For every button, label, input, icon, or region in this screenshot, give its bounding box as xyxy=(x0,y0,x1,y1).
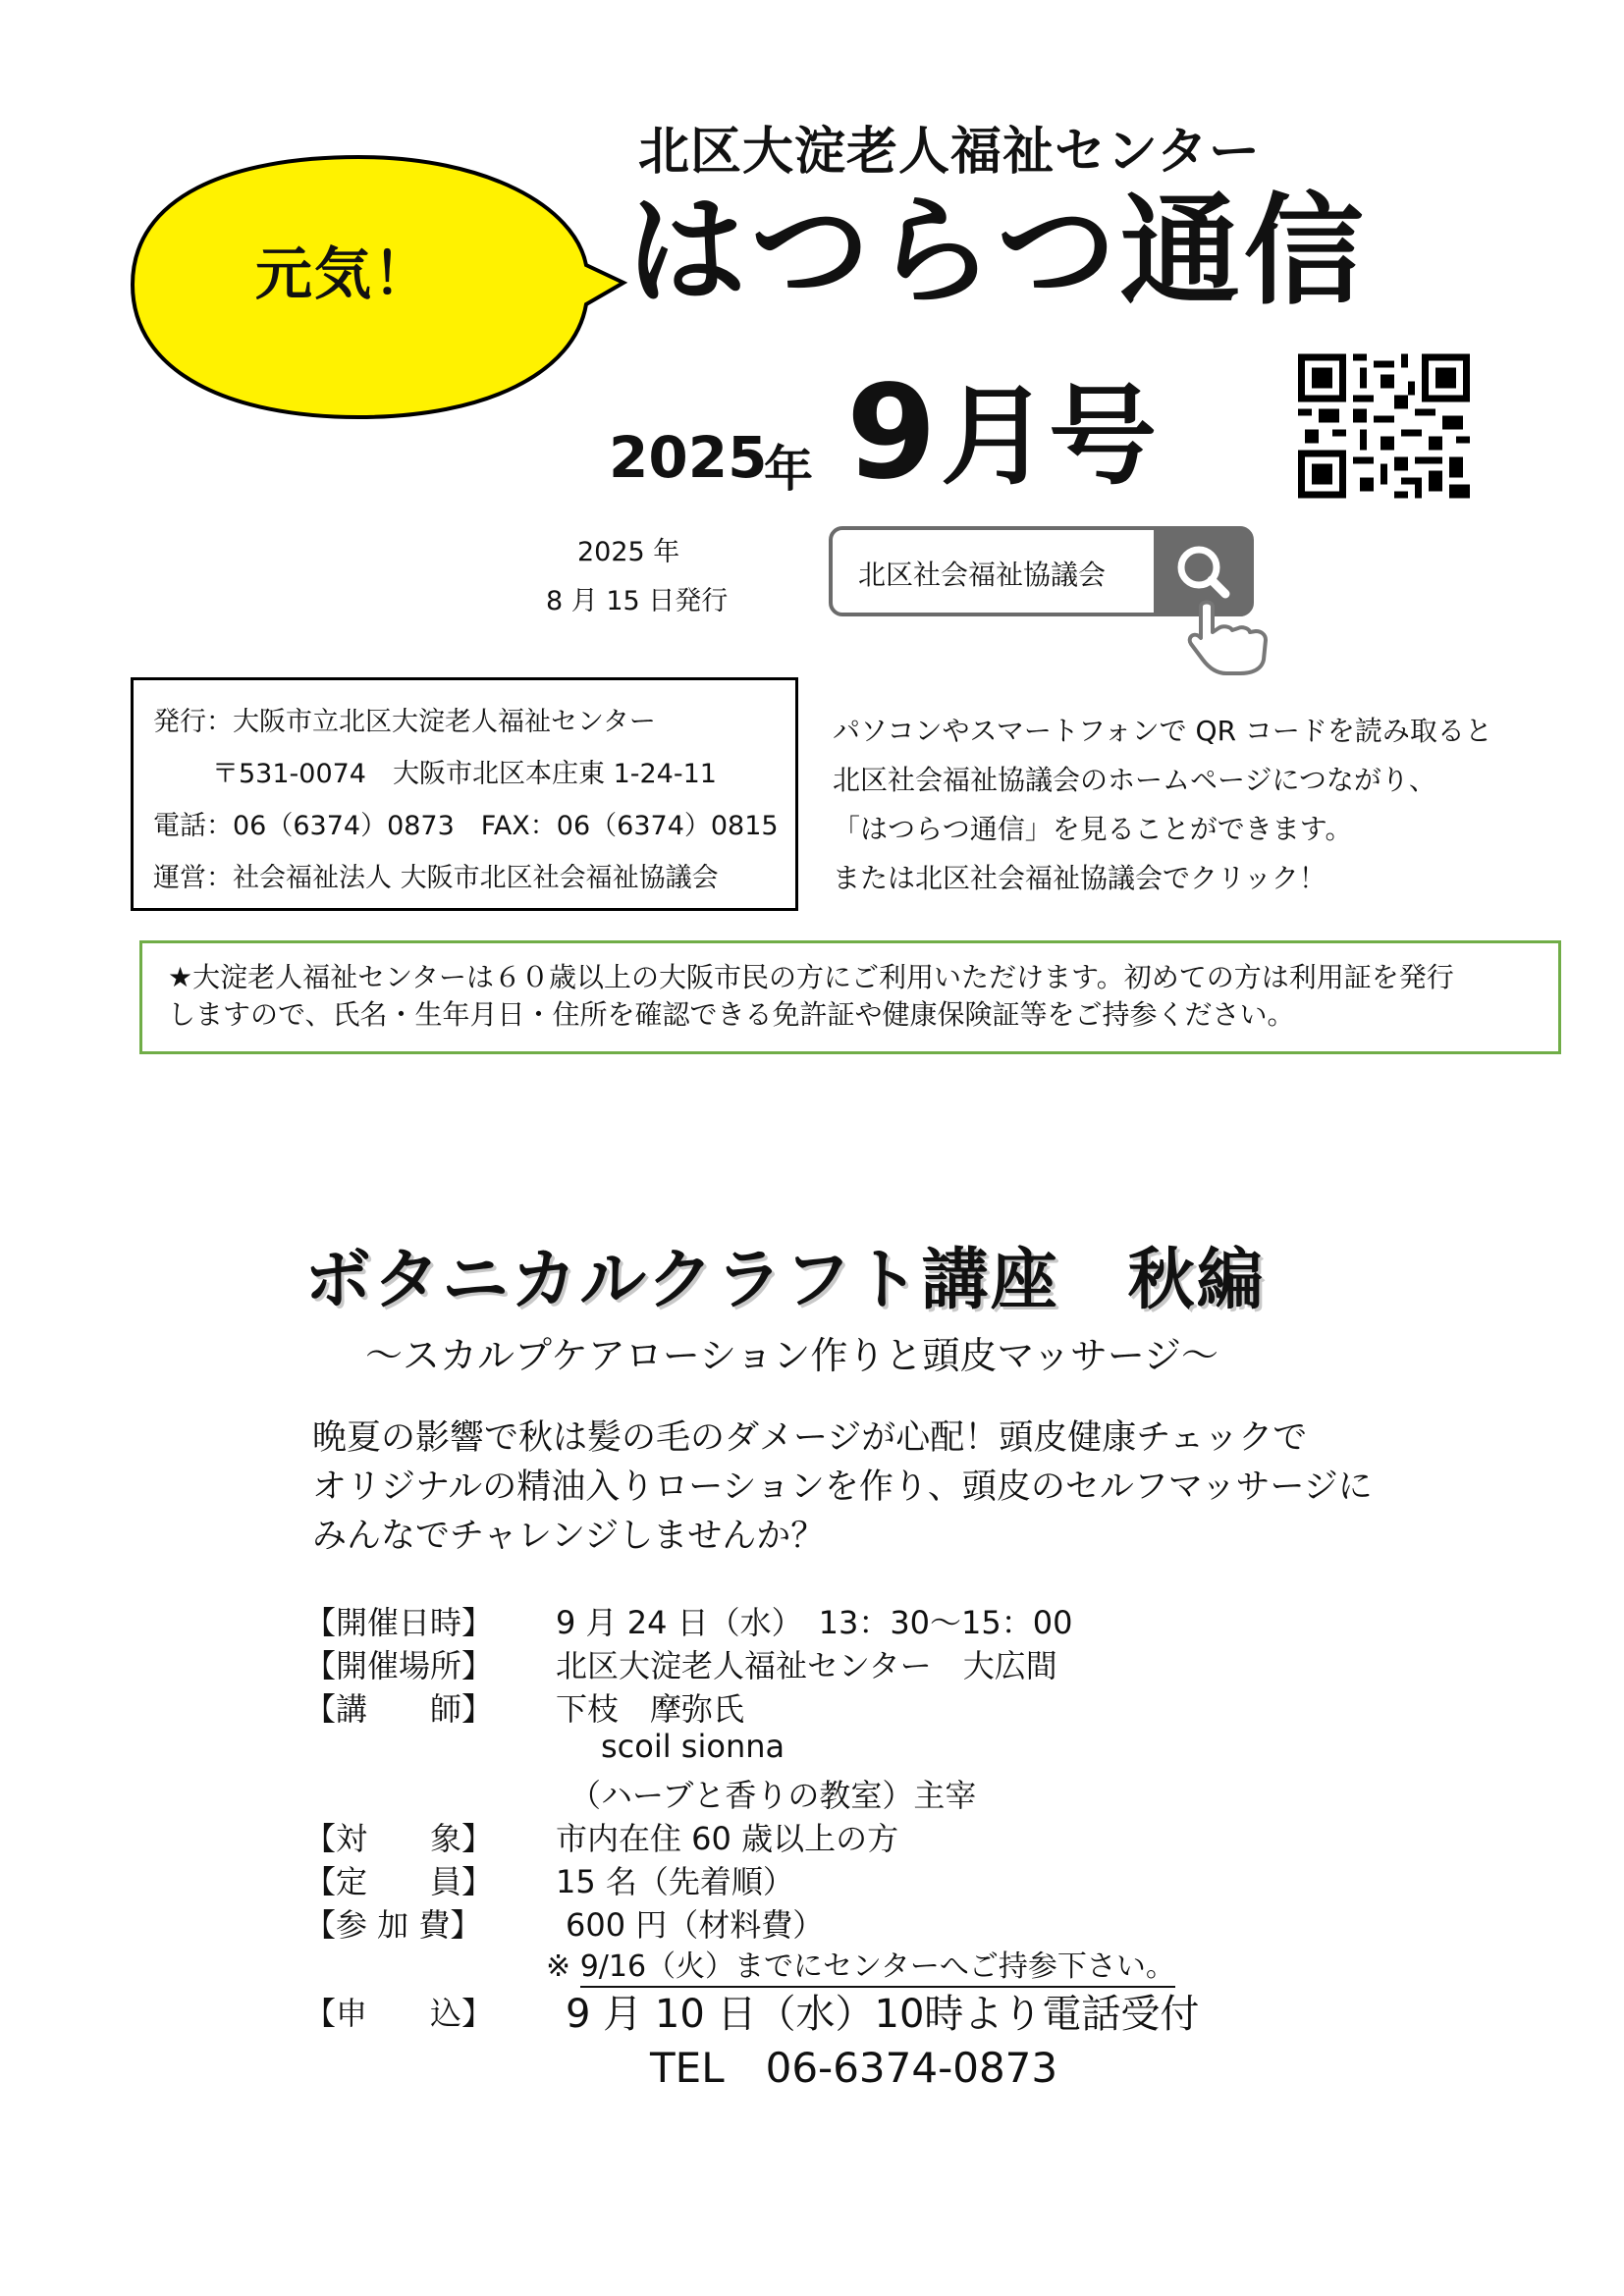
issue-year-unit: 年 xyxy=(764,441,813,498)
newsletter-title: はつらつ通信 xyxy=(626,182,1368,321)
phone-fax-line: 電話：06（6374）0873 FAX：06（6374）0815 xyxy=(153,811,779,841)
search-query: 北区社会福祉協議会 xyxy=(858,559,1107,591)
venue-label: 【開催場所】 xyxy=(304,1647,494,1684)
publisher-line: 発行：大阪市立北区大淀老人福祉センター xyxy=(153,707,656,737)
qr-code-icon[interactable] xyxy=(1298,353,1470,499)
pointing-hand-icon xyxy=(1183,599,1272,677)
instructor-org: scoil sionna xyxy=(601,1728,785,1765)
qr-note xyxy=(833,707,1492,903)
target-label: 【対 象】 xyxy=(304,1820,494,1857)
capacity-label: 【定 員】 xyxy=(304,1863,494,1900)
issue-year: 2025 xyxy=(609,424,768,491)
qr-note-line: パソコンやスマートフォンで QR コードを読み取ると xyxy=(833,715,1492,747)
capacity-value: 15 名（先着順） xyxy=(556,1863,794,1900)
notice-line: しますので、氏名・生年月日・住所を確認できる免許証や健康保険証等をご持参ください。 xyxy=(168,998,1295,1031)
fee-note xyxy=(546,1942,1175,1985)
fee-label: 【参 加 費】 xyxy=(304,1906,482,1944)
publish-date: 8 月 15 日発行 xyxy=(546,586,729,616)
date-label: 【開催日時】 xyxy=(304,1604,494,1641)
bubble-text: 元気！ xyxy=(254,240,432,307)
center-name: 北区大淀老人福祉センター xyxy=(638,123,1261,182)
tel-number: TEL 06-6374-0873 xyxy=(650,2044,1058,2092)
instructor-label: 【講 師】 xyxy=(304,1690,494,1728)
event-subtitle: ～スカルプケアローション作りと頭皮マッサージ～ xyxy=(365,1334,1219,1377)
instructor-role: （ハーブと香りの教室）主宰 xyxy=(569,1777,977,1814)
event-description xyxy=(312,1414,1373,1561)
description-line: 晩夏の影響で秋は髪の毛のダメージが心配！頭皮健康チェックで xyxy=(312,1418,1308,1458)
fee-value: 600 円（材料費） xyxy=(566,1906,825,1944)
address-line: 〒531-0074 大阪市北区本庄東 1-24-11 xyxy=(212,759,717,789)
fee-note-mark: ※ xyxy=(546,1949,571,1984)
notice-line: ★大淀老人福祉センターは６０歳以上の大阪市民の方にご利用いただけます。初めての方は利用証を発行 xyxy=(168,961,1454,993)
description-line: オリジナルの精油入りローションを作り、頭皮のセルフマッサージに xyxy=(312,1468,1373,1507)
qr-note-line: 北区社会福祉協議会のホームページにつながり、 xyxy=(833,764,1436,796)
description-line: みんなでチャレンジしませんか？ xyxy=(312,1517,826,1556)
target-value: 市内在住 60 歳以上の方 xyxy=(556,1820,899,1857)
operator-line: 運営：社会福祉法人 大阪市北区社会福祉協議会 xyxy=(153,863,719,893)
date-value: 9 月 24 日（水） 13：30～15：00 xyxy=(556,1604,1073,1641)
apply-label: 【申 込】 xyxy=(304,1995,494,2032)
venue-value: 北区大淀老人福祉センター 大広間 xyxy=(556,1647,1057,1684)
publish-year: 2025 年 xyxy=(577,537,680,567)
event-title: ボタニカルクラフト講座 秋編 xyxy=(304,1242,1266,1319)
qr-note-line: または北区社会福祉協議会でクリック！ xyxy=(833,862,1326,894)
fee-note-text: 9/16（火）までにセンターへご持参下さい。 xyxy=(580,1949,1175,1988)
issue-month: 9 xyxy=(846,357,937,508)
notice-box xyxy=(139,940,1561,1054)
instructor-value: 下枝 摩弥氏 xyxy=(556,1690,745,1728)
apply-value: 9 月 10 日（水）10時より電話受付 xyxy=(566,1992,1200,2037)
info-box xyxy=(131,677,798,911)
issue-month-label: 月号 xyxy=(941,374,1157,500)
qr-note-line: 「はつらつ通信」を見ることができます。 xyxy=(833,813,1353,845)
